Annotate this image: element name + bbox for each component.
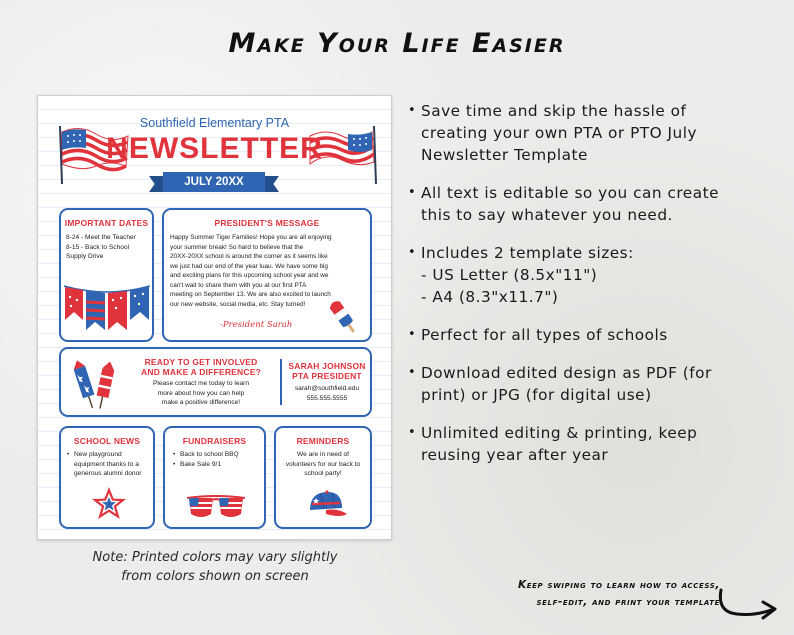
feature-line: • All text is editable so you can create xyxy=(421,184,719,202)
contact-phone: 555.555.5555 xyxy=(306,394,348,402)
feature-line: creating your own PTA or PTO July xyxy=(421,124,698,142)
firecracker-icon xyxy=(71,357,119,409)
feature-line: • Unlimited editing & printing, keep xyxy=(421,424,698,442)
date-line: Supply Drive xyxy=(66,253,104,260)
reminder-line: school party! xyxy=(304,470,342,477)
school-news-title: SCHOOL NEWS xyxy=(73,436,141,446)
fundraiser-item: Back to school BBQ xyxy=(180,451,239,458)
presidents-message-box xyxy=(162,208,372,342)
baseball-cap-icon xyxy=(306,488,348,520)
feature-line: - US Letter (8.5x"11") xyxy=(421,266,598,284)
reminder-line: volunteers for our back to xyxy=(285,460,361,468)
message-line: and exciting plans for this upcoming school year and we xyxy=(170,272,329,279)
bunting-icon xyxy=(64,282,150,338)
school-news-box: SCHOOL NEWS • New playground equipment thanks to a generous alumni donor xyxy=(59,426,155,529)
fundraisers-title: FUNDRAISERS xyxy=(182,436,247,446)
get-involved-box xyxy=(59,347,372,417)
curved-arrow-icon xyxy=(715,586,783,622)
date-line: 8-24 - Meet the Teacher xyxy=(66,234,136,241)
reminders-box xyxy=(274,426,372,529)
school-name: Southfield Elementary PTA xyxy=(139,116,290,130)
fundraiser-item: Bake Sale 9/1 xyxy=(180,460,222,468)
star-icon xyxy=(91,486,127,522)
headline: Make Your Life Easier xyxy=(228,28,566,59)
message-line: meeting on September 13. We are also excited to launch xyxy=(170,291,331,298)
important-dates-title: IMPORTANT DATES xyxy=(64,218,149,228)
important-dates-box xyxy=(59,208,154,342)
reminders-title: REMINDERS xyxy=(296,436,350,446)
feature-item xyxy=(408,242,788,308)
contact-email: sarah@southfield.edu xyxy=(294,385,360,392)
feature-line: • Save time and skip the hassle of xyxy=(421,102,687,120)
color-note xyxy=(40,548,390,586)
message-line: your summer break! So hard to believe that the xyxy=(170,243,304,251)
reminder-line: We are in need of xyxy=(297,451,349,458)
feature-line: reusing year after year xyxy=(421,446,609,464)
president-signature: -President Sarah xyxy=(220,320,293,330)
swipe-line: self-edit, and print your template xyxy=(536,596,720,608)
rocket-popsicle-icon xyxy=(324,298,364,338)
feature-item xyxy=(408,422,788,466)
newsletter-title: NEWSLETTER xyxy=(106,132,323,165)
contact-role: PTA PRESIDENT xyxy=(292,371,362,381)
newsletter-preview xyxy=(37,95,392,540)
feature-line: • Perfect for all types of schools xyxy=(421,326,668,344)
presidents-message-title: PRESIDENT'S MESSAGE xyxy=(214,218,320,228)
feature-line: print) or JPG (for digital use) xyxy=(421,386,652,404)
feature-item xyxy=(408,182,788,226)
color-note-line: Note: Printed colors may vary slightly xyxy=(92,550,338,565)
contact-name: SARAH JOHNSON xyxy=(288,361,366,371)
get-involved-title-2: AND MAKE A DIFFERENCE? xyxy=(141,367,261,377)
fundraisers-box: FUNDRAISERS • Back to school BBQ • Bake Sale 9/1 xyxy=(163,426,266,529)
swipe-instruction xyxy=(420,577,720,611)
swipe-line: Keep swiping to learn how to access, xyxy=(517,579,720,591)
feature-item xyxy=(408,324,788,346)
involved-line: Please contact me today to learn xyxy=(152,380,250,387)
message-line: our new website, social media, etc. Stay turned! xyxy=(170,300,306,308)
color-note-line: from colors shown on screen xyxy=(121,569,309,584)
feature-item xyxy=(408,362,788,406)
message-line: 20XX-20XX school is around the corner as it seems like xyxy=(170,253,328,260)
news-line: generous alumni donor xyxy=(74,470,142,477)
feature-line: Newsletter Template xyxy=(421,146,588,164)
message-line: Happy Summer Tiger Families! Hope you are all enjoying xyxy=(170,234,332,241)
date-line: 8-15 - Back to School xyxy=(66,243,130,251)
newsletter-date: JULY 20XX xyxy=(163,172,265,192)
feature-item xyxy=(408,100,788,166)
news-line: New playground xyxy=(74,451,122,458)
flag-sunglasses-icon xyxy=(185,494,247,520)
contact-divider xyxy=(280,359,282,405)
get-involved-title-1: READY TO GET INVOLVED xyxy=(144,357,258,367)
message-line: can't wait to share them with you at our first PTA xyxy=(170,281,307,289)
feature-line: • Includes 2 template sizes: xyxy=(421,244,634,262)
news-line: equipment thanks to a xyxy=(74,460,139,468)
feature-line: this to say whatever you need. xyxy=(421,206,673,224)
involved-line: make a positive difference! xyxy=(161,399,241,406)
feature-list xyxy=(408,100,788,466)
date-ribbon xyxy=(149,172,279,192)
involved-line: more about how you can help xyxy=(157,389,245,397)
feature-line: • Download edited design as PDF (for xyxy=(421,364,712,382)
message-line: we just had our end of the year luau. We have some big xyxy=(170,262,328,270)
feature-line: - A4 (8.3"x11.7") xyxy=(421,288,559,306)
